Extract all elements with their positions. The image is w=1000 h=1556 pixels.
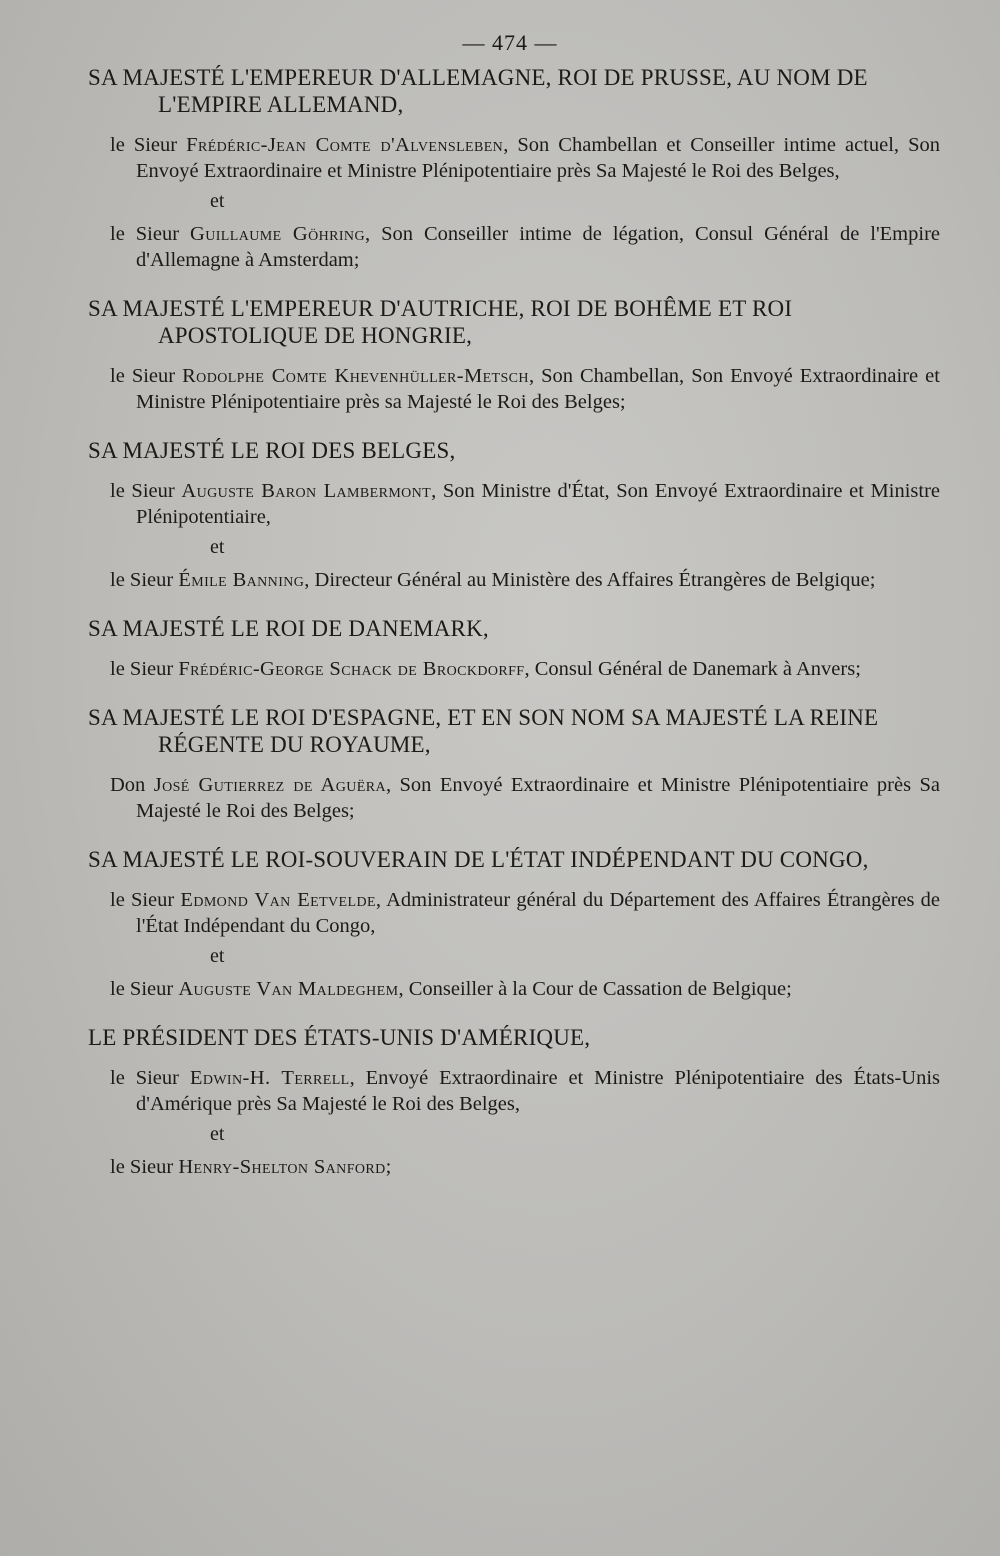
conjunction: et — [210, 1123, 225, 1145]
delegate-name: Frédéric-George Schack de Brockdorff — [178, 658, 525, 680]
signatory-section — [60, 295, 940, 415]
signatory-section — [60, 437, 940, 593]
delegate-entry: le Sieur Edmond Van Eetvelde, Administrateur général du Département des Affaires Étrangères de l'État Indépendant du Congo, — [110, 889, 940, 937]
delegate-entry: le Sieur Auguste Van Maldeghem, Conseiller à la Cour de Cassation de Belgique; — [110, 978, 792, 1000]
signatory-section — [60, 615, 940, 682]
delegate-name: Frédéric-Jean Comte d'Alvensleben — [186, 134, 504, 156]
delegate-name: Edmond Van Eetvelde — [180, 889, 376, 911]
delegate-name: Edwin-H. Terrell — [189, 1067, 350, 1089]
delegate-entry: le Sieur Auguste Baron Lambermont, Son Ministre d'État, Son Envoyé Extraordinaire et Ministre Plénipotentiaire, — [110, 480, 940, 528]
sovereign-heading: SA MAJESTÉ LE ROI DE DANEMARK, — [88, 616, 489, 641]
conjunction: et — [210, 536, 225, 558]
delegate-name: Auguste Baron Lambermont — [181, 480, 432, 502]
sovereign-heading: SA MAJESTÉ L'EMPEREUR D'ALLEMAGNE, ROI DE PRUSSE, AU NOM DE L'EMPIRE ALLEMAND, — [88, 65, 868, 117]
delegate-name: José Gutierrez de Aguëra — [153, 774, 386, 796]
delegate-name: Auguste Van Maldeghem — [178, 978, 399, 1000]
sovereign-heading: LE PRÉSIDENT DES ÉTATS-UNIS D'AMÉRIQUE, — [88, 1025, 591, 1050]
sovereign-heading: SA MAJESTÉ LE ROI-SOUVERAIN DE L'ÉTAT INDÉPENDANT DU CONGO, — [88, 847, 869, 872]
delegate-entry: le Sieur Rodolphe Comte Khevenhüller-Metsch, Son Chambellan, Son Envoyé Extraordinaire et Ministre Plénipotentiaire près sa Majesté le Roi des Belges; — [110, 365, 940, 413]
sovereign-heading: SA MAJESTÉ LE ROI D'ESPAGNE, ET EN SON NOM SA MAJESTÉ LA REINE RÉGENTE DU ROYAUME, — [88, 705, 879, 757]
sovereign-heading: SA MAJESTÉ L'EMPEREUR D'AUTRICHE, ROI DE BOHÊME ET ROI APOSTOLIQUE DE HONGRIE, — [88, 296, 793, 348]
delegate-entry: le Sieur Edwin-H. Terrell, Envoyé Extraordinaire et Ministre Plénipotentiaire des États-Unis d'Amérique près Sa Majesté le Roi des Belges, — [110, 1067, 941, 1115]
page-number: — 474 — — [462, 30, 558, 55]
signatory-section — [60, 846, 940, 1002]
delegate-entry: le Sieur Henry-Shelton Sanford; — [110, 1156, 392, 1178]
delegate-entry: Don José Gutierrez de Aguëra, Son Envoyé Extraordinaire et Ministre Plénipotentiaire près Sa Majesté le Roi des Belges; — [110, 774, 940, 822]
signatory-section — [60, 64, 940, 273]
sovereign-heading: SA MAJESTÉ LE ROI DES BELGES, — [88, 438, 456, 463]
signatory-section — [60, 1024, 940, 1180]
delegate-entry: le Sieur Guillaume Göhring, Son Conseiller intime de légation, Consul Général de l'Empire d'Allemagne à Amsterdam; — [110, 223, 940, 271]
delegate-name: Guillaume Göhring — [190, 223, 365, 245]
signatory-section — [60, 704, 940, 824]
conjunction: et — [210, 945, 225, 967]
conjunction: et — [210, 190, 225, 212]
delegate-name: Henry-Shelton Sanford — [178, 1156, 386, 1178]
delegate-entry: le Sieur Frédéric-George Schack de Brockdorff, Consul Général de Danemark à Anvers; — [110, 658, 861, 680]
delegate-entry: le Sieur Émile Banning, Directeur Général au Ministère des Affaires Étrangères de Belgique; — [110, 569, 876, 591]
delegate-name: Émile Banning — [178, 569, 305, 591]
delegate-entry: le Sieur Frédéric-Jean Comte d'Alvensleben, Son Chambellan et Conseiller intime actuel, Son Envoyé Extraordinaire et Ministre Plénipotentiaire près Sa Majesté le Roi des Belges, — [110, 134, 940, 182]
delegate-name: Rodolphe Comte Khevenhüller-Metsch — [182, 365, 529, 387]
